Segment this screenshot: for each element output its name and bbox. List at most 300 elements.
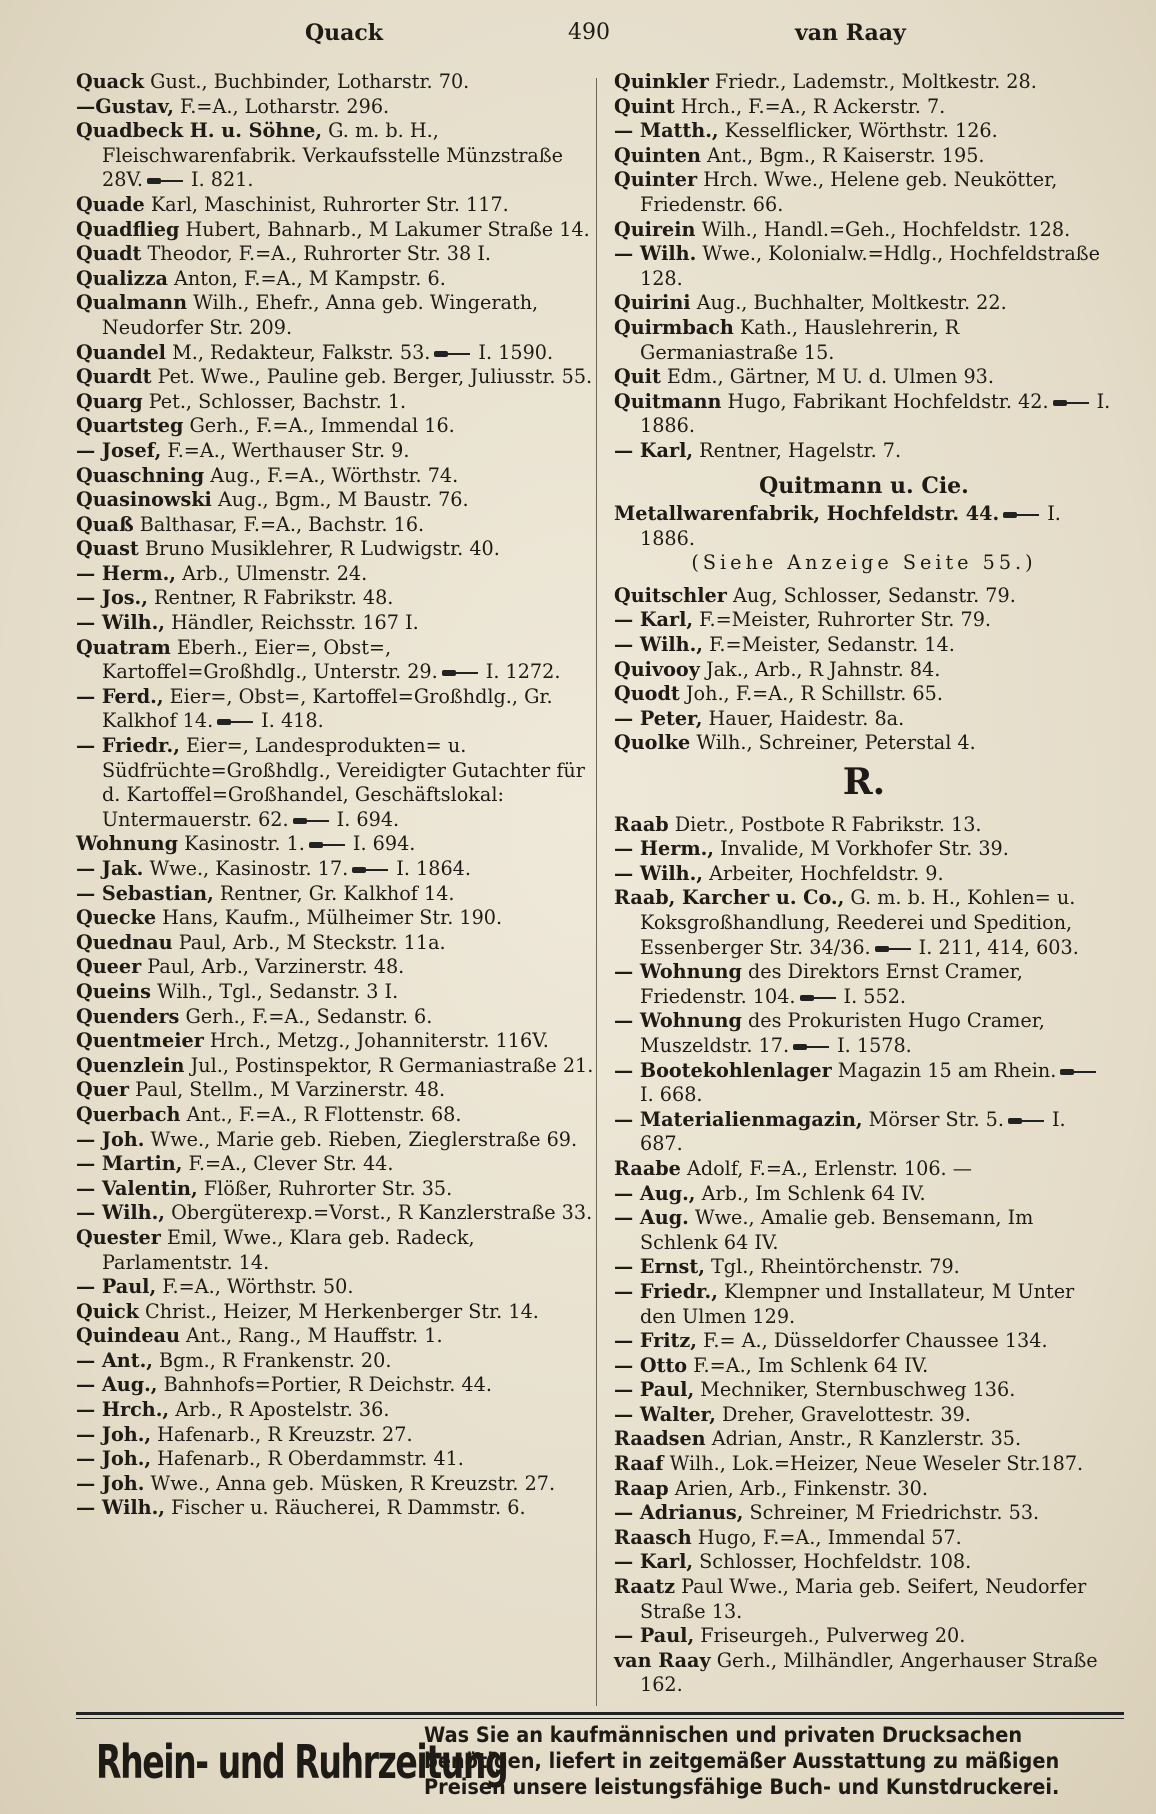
entry-details: Wwe., Kasinostr. 17. <box>143 857 349 880</box>
directory-entry <box>614 682 1114 707</box>
entry-name: — Ant., <box>76 1348 153 1372</box>
entry-details: Klempner und Installateur, M Unter den Ulmen 129. <box>640 1279 1075 1328</box>
entry-details: Eier=, Obst=, Kartoffel=Großhdlg., Gr. Kalkhof 14. <box>102 684 553 733</box>
entry-details: Gust., Buchbinder, Lotharstr. 70. <box>144 70 470 93</box>
entry-name: Quaß <box>76 512 134 536</box>
header-left: Quack <box>305 20 384 46</box>
entry-telephone: I. 694. <box>352 832 416 856</box>
entry-name: — Valentin, <box>76 1176 198 1200</box>
entry-details: Ant., F.=A., R Flottenstr. 68. <box>180 1102 462 1126</box>
left-column <box>76 70 596 1521</box>
entry-details: Arbeiter, Hochfeldstr. 9. <box>702 861 944 885</box>
entry-details: Emil, Wwe., Klara geb. Radeck, Parlamentstr. 14. <box>102 1225 475 1274</box>
directory-entry <box>76 1423 596 1448</box>
entry-name: Quindeau <box>76 1324 180 1348</box>
directory-entry <box>76 1349 596 1374</box>
entry-name: Raaf <box>614 1452 664 1476</box>
entry-details: Wwe., Kolonialw.=Hdlg., Hochfeldstraße 128. <box>640 242 1100 290</box>
entry-name: Quandel <box>76 340 166 364</box>
directory-entry <box>76 488 596 513</box>
entry-telephone: I. 1864. <box>396 857 471 880</box>
entry-details: Kasinostr. 1. <box>178 832 305 856</box>
entry-name: — Martin, <box>76 1152 183 1176</box>
entry-details: Händler, Reichsstr. 167 I. <box>164 611 419 635</box>
entry-details: Arb., Ulmenstr. 24. <box>175 561 368 585</box>
directory-entry <box>614 1009 1114 1058</box>
entry-name: Quenders <box>76 1004 180 1028</box>
entry-details: Kath., Hauslehrerin, R Germaniastraße 15. <box>640 315 960 364</box>
directory-entry <box>614 1427 1114 1452</box>
entry-name: Raap <box>614 1476 669 1500</box>
entry-details: Obergüterexp.=Vorst., R Kanzlerstraße 33. <box>164 1201 593 1225</box>
directory-entry <box>614 731 1114 756</box>
directory-entry <box>76 513 596 538</box>
telephone-icon <box>1003 510 1041 520</box>
entry-details: Hrch. Wwe., Helene geb. Neukötter, Friedenstr. 66. <box>640 168 1058 216</box>
entry-telephone: I. 1578. <box>837 1033 912 1057</box>
entry-details: des Direktors Ernst Cramer, Friedenstr. 104. <box>640 960 1023 1008</box>
directory-entry <box>76 537 596 562</box>
directory-entry <box>76 734 596 832</box>
directory-entry <box>76 1447 596 1472</box>
directory-entry <box>76 1177 596 1202</box>
entry-name: Quarg <box>76 389 143 413</box>
telephone-icon <box>217 717 255 727</box>
directory-entry <box>614 1157 1114 1182</box>
entry-name: Quinten <box>614 143 701 167</box>
entry-details: G. m. b. H., Kohlen= u. Koksgroßhandlung, Reederei und Spedition, Essenberger Str. 34/36. <box>640 886 1076 959</box>
right-bottom-entries <box>614 813 1114 1698</box>
directory-entry <box>614 1059 1114 1108</box>
entry-name: Raadsen <box>614 1427 706 1451</box>
directory-entry <box>76 1201 596 1226</box>
entry-name: Queins <box>76 979 151 1003</box>
entry-details: Pet., Schlosser, Bachstr. 1. <box>142 389 407 413</box>
entry-details: Invalide, M Vorkhofer Str. 39. <box>713 837 1009 861</box>
telephone-icon <box>1008 1116 1046 1126</box>
entry-name: —Gustav, <box>76 94 174 118</box>
entry-details: Adrian, Anstr., R Kanzlerstr. 35. <box>705 1427 1022 1451</box>
firm-note: (Siehe Anzeige Seite 55.) <box>691 551 1037 575</box>
entry-details: Arb., Im Schlenk 64 IV. <box>695 1181 926 1205</box>
entry-details: Fischer u. Räucherei, R Dammstr. 6. <box>164 1496 526 1520</box>
entry-details: Wwe., Anna geb. Müsken, R Kreuzstr. 27. <box>144 1471 556 1495</box>
directory-entry <box>614 1649 1114 1698</box>
entry-name: — Sebastian, <box>76 881 214 905</box>
right-top-entries <box>614 70 1114 464</box>
entry-telephone: I. 821. <box>191 168 254 192</box>
telephone-icon <box>442 668 480 678</box>
entry-telephone: I. 552. <box>843 984 907 1008</box>
entry-name: Querbach <box>76 1102 181 1126</box>
entry-details: Dreher, Gravelottestr. 39. <box>715 1402 971 1426</box>
directory-entry <box>614 1255 1114 1280</box>
entry-name: Quadbeck H. u. Söhne, <box>76 119 323 143</box>
entry-name: van Raay <box>614 1648 711 1672</box>
entry-name: Quardt <box>76 365 152 389</box>
entry-name: Quenzlein <box>76 1053 185 1077</box>
entry-details: Hafenarb., R Kreuzstr. 27. <box>151 1422 413 1446</box>
directory-entry <box>76 980 596 1005</box>
entry-name: Wohnung <box>76 832 178 856</box>
entry-name: — Karl, <box>614 608 694 632</box>
directory-entry <box>614 960 1114 1009</box>
directory-entry <box>614 291 1114 316</box>
directory-entry <box>614 390 1114 439</box>
directory-entry <box>614 1403 1114 1428</box>
directory-entry <box>76 1472 596 1497</box>
entry-details: F.=A., Wörthstr. 50. <box>156 1275 354 1299</box>
directory-entry <box>76 955 596 980</box>
entry-details: Friseurgeh., Pulverweg 20. <box>694 1624 966 1648</box>
entry-name: Raabe <box>614 1156 681 1180</box>
entry-name: — Karl, <box>614 438 694 462</box>
column-divider <box>596 78 597 1706</box>
entry-name: — Joh., <box>76 1422 152 1446</box>
entry-details: Mörser Str. 5. <box>862 1107 1004 1131</box>
entry-details: Schlosser, Hochfeldstr. 108. <box>693 1550 972 1574</box>
entry-name: Queer <box>76 955 142 979</box>
entry-details: Wilh., Tgl., Sedanstr. 3 I. <box>150 979 399 1003</box>
entry-name: Quitmann <box>614 389 722 413</box>
entry-details: Schreiner, M Friedrichstr. 53. <box>743 1501 1040 1525</box>
entry-details: Bruno Musiklehrer, R Ludwigstr. 40. <box>138 537 500 561</box>
entry-name: — Friedr., <box>614 1279 718 1303</box>
entry-details: Christ., Heizer, M Herkenberger Str. 14. <box>138 1299 539 1323</box>
entry-name: — Hrch., <box>76 1398 170 1422</box>
directory-entry <box>614 70 1114 95</box>
directory-entry <box>614 144 1114 169</box>
directory-entry <box>614 1108 1114 1157</box>
page-number: 490 <box>568 20 610 45</box>
entry-name: — Wilh. <box>614 242 697 266</box>
entry-details: Hugo, Fabrikant Hochfeldstr. 42. <box>721 389 1049 413</box>
entry-name: Quack <box>76 70 145 93</box>
entry-name: Quinter <box>614 168 698 192</box>
entry-name: Qualmann <box>76 291 188 315</box>
entry-details: des Prokuristen Hugo Cramer, Muszeldstr. 17. <box>640 1009 1045 1057</box>
directory-entry <box>76 341 596 366</box>
entry-name: — Wilh., <box>76 1201 165 1225</box>
footer-advert <box>424 1722 1075 1800</box>
page-header <box>80 20 1120 60</box>
directory-entry <box>614 862 1114 887</box>
entry-name: — Jak. <box>76 857 144 880</box>
directory-entry <box>76 291 596 340</box>
entry-details: Wilh., Ehefr., Anna geb. Wingerath, Neudorfer Str. 209. <box>102 291 539 339</box>
directory-entry <box>76 1128 596 1153</box>
directory-entry <box>614 1624 1114 1649</box>
directory-entry <box>614 95 1114 120</box>
directory-entry <box>614 1378 1114 1403</box>
entry-name: Qualizza <box>76 266 168 290</box>
entry-name: — Herm., <box>614 837 714 861</box>
entry-details: Gerh., F.=A., Sedanstr. 6. <box>179 1004 433 1028</box>
directory-entry <box>76 242 596 267</box>
entry-name: — Wilh., <box>76 1496 165 1520</box>
entry-name: Quartsteg <box>76 414 184 438</box>
footer-line-1: Was Sie an kaufmännischen und privaten Drucksachen <box>424 1723 1023 1747</box>
directory-entry <box>614 886 1114 960</box>
telephone-icon <box>352 865 390 875</box>
entry-name: — Karl, <box>614 1550 694 1574</box>
directory-entry <box>76 1373 596 1398</box>
directory-entry <box>76 685 596 734</box>
entry-name: — Jos., <box>76 586 148 610</box>
entry-name: Quint <box>614 94 675 118</box>
entry-details: Wwe., Amalie geb. Bensemann, Im Schlenk 64 IV. <box>640 1206 1034 1254</box>
entry-details: Wilh., Schreiner, Peterstal 4. <box>690 731 976 755</box>
telephone-icon <box>293 816 331 826</box>
entry-details: Eier=, Landesprodukten= u. Südfrüchte=Großhdlg., Vereidigter Gutachter für d. Kartoffel=Großhandel, Geschäftslokal: Untermauerstr. 62. <box>102 734 585 831</box>
entry-name: Quentmeier <box>76 1029 204 1053</box>
directory-entry <box>76 119 596 193</box>
entry-name: Quivooy <box>614 657 700 681</box>
entry-name: Quatram <box>76 635 171 659</box>
entry-name: — Friedr., <box>76 734 180 758</box>
entry-name: Quirmbach <box>614 315 734 339</box>
directory-entry <box>76 70 596 95</box>
entry-details: Hans, Kaufm., Mülheimer Str. 190. <box>156 906 503 930</box>
directory-entry <box>76 1226 596 1275</box>
entry-details: Flößer, Ruhrorter Str. 35. <box>197 1176 453 1200</box>
entry-telephone: I. 687. <box>640 1107 1066 1156</box>
telephone-icon <box>309 840 347 850</box>
entry-name: — Peter, <box>614 706 703 730</box>
directory-entry <box>76 882 596 907</box>
entry-name: Quit <box>614 365 661 389</box>
entry-name: — Ernst, <box>614 1255 705 1279</box>
directory-entry <box>76 857 596 882</box>
directory-entry <box>76 1275 596 1300</box>
entry-name: — Wohnung <box>614 1009 742 1033</box>
directory-entry <box>614 1206 1114 1255</box>
entry-name: — Paul, <box>76 1275 157 1299</box>
entry-name: Quolke <box>614 731 691 755</box>
entry-details: Jul., Postinspektor, R Germaniastraße 21. <box>184 1053 594 1077</box>
directory-entry <box>76 1152 596 1177</box>
entry-name: Quodt <box>614 682 680 706</box>
directory-entry <box>76 365 596 390</box>
entry-details: Gerh., Milhändler, Angerhauser Straße 162. <box>640 1648 1098 1697</box>
directory-entry <box>614 218 1114 243</box>
directory-entry <box>76 1300 596 1325</box>
firm-heading: Quitmann u. Cie. <box>759 472 969 499</box>
entry-name: Quaschning <box>76 463 205 487</box>
directory-entry <box>614 316 1114 365</box>
entry-details: M., Redakteur, Falkstr. 53. <box>165 340 431 364</box>
entry-details: Ant., Rang., M Hauffstr. 1. <box>179 1324 443 1348</box>
entry-details: F.=A., Clever Str. 44. <box>182 1152 394 1176</box>
entry-name: Quirein <box>614 217 696 241</box>
directory-entry <box>614 168 1114 217</box>
footer-line-2: benötigen, liefert in zeitgemäßer Ausstattung zu mäßigen <box>424 1749 1060 1773</box>
entry-details: Wwe., Marie geb. Rieben, Zieglerstraße 69. <box>144 1127 578 1151</box>
entry-details: Ant., Bgm., R Kaiserstr. 195. <box>700 143 985 167</box>
telephone-icon <box>793 1042 831 1052</box>
entry-telephone: I. 1886. <box>640 389 1111 438</box>
entry-details: Dietr., Postbote R Fabrikstr. 13. <box>668 812 982 836</box>
entry-details: F.=Meister, Sedanstr. 14. <box>702 633 955 657</box>
directory-entry <box>76 1054 596 1079</box>
entry-details: Joh., F.=A., R Schillstr. 65. <box>679 682 943 706</box>
directory-entry <box>614 1280 1114 1329</box>
entry-details: F.= A., Düsseldorfer Chaussee 134. <box>697 1329 1048 1353</box>
entry-name: Quick <box>76 1299 139 1323</box>
entry-name: — Ferd., <box>76 684 164 708</box>
entry-details: Aug., Buchhalter, Moltkestr. 22. <box>690 291 1007 315</box>
directory-entry <box>614 365 1114 390</box>
directory-entry <box>76 586 596 611</box>
entry-details: Hugo, F.=A., Immendal 57. <box>691 1525 962 1549</box>
entry-details: Eberh., Eier=, Obst=, Kartoffel=Großhdlg., Unterstr. 29. <box>102 635 438 684</box>
entry-details: Bahnhofs=Portier, R Deichstr. 44. <box>157 1373 492 1397</box>
directory-entry <box>614 1182 1114 1207</box>
directory-entry <box>76 267 596 292</box>
entry-telephone: I. 1272. <box>485 660 561 684</box>
directory-entry <box>614 658 1114 683</box>
directory-entry <box>76 1324 596 1349</box>
footer-rule <box>76 1712 1124 1715</box>
entry-details: Mechniker, Sternbuschweg 136. <box>694 1378 1016 1402</box>
directory-entry <box>614 584 1114 609</box>
entry-details: Paul, Arb., Varzinerstr. 48. <box>141 955 405 979</box>
entry-details: Hubert, Bahnarb., M Lakumer Straße 14. <box>179 217 590 241</box>
entry-details: Adolf, F.=A., Erlenstr. 106. — <box>680 1156 972 1180</box>
directory-entry <box>614 119 1114 144</box>
directory-entry <box>76 1496 596 1521</box>
entry-name: Quast <box>76 537 139 561</box>
entry-name: — Joh. <box>76 1471 145 1495</box>
entry-name: — Adrianus, <box>614 1501 744 1525</box>
telephone-icon <box>1060 1067 1098 1077</box>
entry-name: Quecke <box>76 906 157 930</box>
entry-details: F.=A., Werthauser Str. 9. <box>161 438 410 462</box>
entry-details: Magazin 15 am Rhein. <box>831 1058 1057 1082</box>
entry-details: Wilh., Handl.=Geh., Hochfeldstr. 128. <box>695 217 1071 241</box>
entry-details: Rentner, Gr. Kalkhof 14. <box>213 881 455 905</box>
telephone-icon <box>1053 398 1091 408</box>
entry-details: F.=A., Im Schlenk 64 IV. <box>687 1353 929 1377</box>
entry-name: — Paul, <box>614 1378 695 1402</box>
entry-name: Quednau <box>76 930 173 954</box>
entry-name: Quer <box>76 1078 129 1102</box>
entry-name: — Matth., <box>614 119 719 143</box>
entry-details: Arien, Arb., Finkenstr. 30. <box>668 1476 928 1500</box>
directory-entry <box>76 95 596 120</box>
entry-name: — Wilh., <box>614 861 703 885</box>
entry-telephone: I. 668. <box>640 1083 703 1107</box>
entry-name: — Otto <box>614 1353 688 1377</box>
directory-entry <box>614 1354 1114 1379</box>
entry-name: — Aug., <box>76 1373 158 1397</box>
entry-details: Pet. Wwe., Pauline geb. Berger, Juliusstr. 55. <box>151 365 593 389</box>
entry-name: — Aug., <box>614 1181 696 1205</box>
header-right: van Raay <box>795 20 906 46</box>
entry-details: Friedr., Lademstr., Moltkestr. 28. <box>708 70 1037 93</box>
entry-details: Hauer, Haidestr. 8a. <box>702 706 905 730</box>
entry-details: Karl, Maschinist, Ruhrorter Str. 117. <box>144 192 509 216</box>
entry-name: Raasch <box>614 1525 692 1549</box>
directory-entry <box>76 414 596 439</box>
entry-name: — Josef, <box>76 438 162 462</box>
firm-line <box>614 502 1114 551</box>
section-letter: R. <box>842 761 886 804</box>
entry-details: Arb., R Apostelstr. 36. <box>169 1398 390 1422</box>
entry-details: F.=A., Lotharstr. 296. <box>173 94 390 118</box>
directory-entry <box>614 837 1114 862</box>
entry-details: Kesselflicker, Wörthstr. 126. <box>718 119 998 143</box>
directory-entry <box>76 193 596 218</box>
entry-details: Gerh., F.=A., Immendal 16. <box>183 414 455 438</box>
directory-entry <box>76 931 596 956</box>
directory-entry <box>76 1078 596 1103</box>
entry-name: Quirini <box>614 291 691 315</box>
entry-details: Paul Wwe., Maria geb. Seifert, Neudorfer Straße 13. <box>640 1575 1087 1623</box>
entry-details: Aug., F.=A., Wörthstr. 74. <box>204 463 459 487</box>
entry-name: Quester <box>76 1225 161 1249</box>
entry-name: Quitschler <box>614 583 727 607</box>
directory-entry <box>614 1477 1114 1502</box>
directory-entry <box>76 906 596 931</box>
entry-name: — Joh. <box>76 1127 145 1151</box>
directory-entry <box>76 832 596 857</box>
entry-telephone: I. 418. <box>261 709 324 733</box>
entry-details: Rentner, R Fabrikstr. 48. <box>147 586 394 610</box>
entry-details: Hrch., F.=A., R Ackerstr. 7. <box>674 94 946 118</box>
entry-telephone: I. 211, 414, 603. <box>918 935 1079 959</box>
entry-name: Raab, Karcher u. Co., <box>614 886 845 910</box>
entry-details: Rentner, Hagelstr. 7. <box>693 438 902 462</box>
directory-entry <box>614 439 1114 464</box>
entry-details: Balthasar, F.=A., Bachstr. 16. <box>133 512 425 536</box>
right-mid-entries <box>614 584 1114 756</box>
directory-entry <box>614 608 1114 633</box>
right-column <box>614 70 1114 1698</box>
entry-details: Aug., Bgm., M Baustr. 76. <box>211 488 469 512</box>
entry-name: Quade <box>76 192 145 216</box>
directory-entry <box>614 1526 1114 1551</box>
entry-details: Hafenarb., R Oberdammstr. 41. <box>151 1447 464 1471</box>
directory-entry <box>76 464 596 489</box>
directory-entry <box>614 707 1114 732</box>
telephone-icon <box>434 349 472 359</box>
entry-details: Paul, Arb., M Steckstr. 11a. <box>172 930 446 954</box>
directory-entry <box>76 390 596 415</box>
firm-line-tel: I. 1886. <box>640 502 1061 550</box>
entry-details: Bgm., R Frankenstr. 20. <box>152 1348 392 1372</box>
entry-name: — Wohnung <box>614 960 742 984</box>
entry-name: — Materialienmagazin, <box>614 1107 863 1131</box>
entry-name: Quadt <box>76 242 142 266</box>
entry-name: — Aug. <box>614 1206 689 1230</box>
entry-details: Wilh., Lok.=Heizer, Neue Weseler Str.187. <box>663 1452 1084 1476</box>
directory-entry <box>76 611 596 636</box>
directory-entry <box>76 636 596 685</box>
directory-entry <box>614 1550 1114 1575</box>
entry-details: Jak., Arb., R Jahnstr. 84. <box>699 657 941 681</box>
entry-name: Raab <box>614 812 669 836</box>
entry-details: G. m. b. H., Fleischwarenfabrik. Verkaufsstelle Münzstraße 28V. <box>102 119 564 192</box>
entry-name: — Herm., <box>76 561 176 585</box>
entry-name: — Bootekohlenlager <box>614 1058 832 1082</box>
entry-name: — Fritz, <box>614 1329 697 1353</box>
firm-line-name: Metallwarenfabrik, Hochfeldstr. 44. <box>614 502 1000 526</box>
entry-name: — Wilh., <box>76 611 165 635</box>
entry-name: Raatz <box>614 1575 676 1599</box>
directory-entry <box>614 1329 1114 1354</box>
directory-entry <box>76 1103 596 1128</box>
